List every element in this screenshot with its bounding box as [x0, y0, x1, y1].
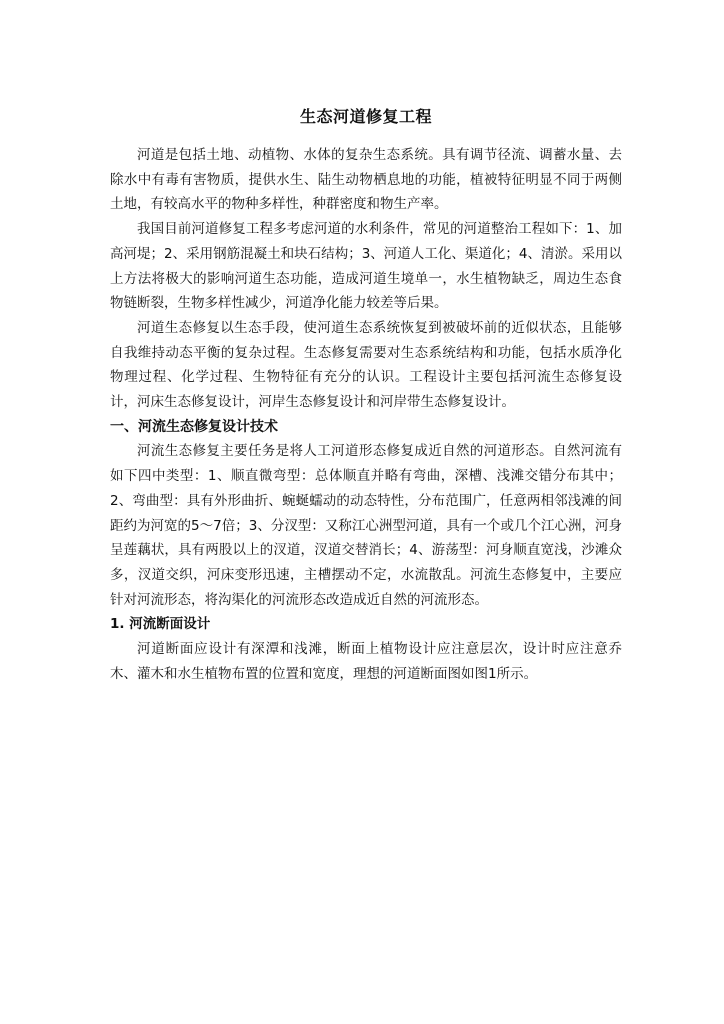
restoration-overview-paragraph: 河道生态修复以生态手段，使河道生态系统恢复到被破坏前的近似状态，且能够自我维持动态平衡的复杂过程。生态修复需要对生态系统结构和功能，包括水质净化物理过程、化学过程、生物特征有充分的认识。工程设计主要包括河流生态修复设计，河床生态修复设计，河岸生态修复设计和河岸带生态修复设计。 [110, 319, 622, 411]
subsection-paragraph: 河道断面应设计有深潭和浅滩，断面上植物设计应注意层次，设计时应注意乔木、灌木和水生植物布置的位置和宽度，理想的河道断面图如图1所示。 [110, 641, 622, 682]
current-practice-paragraph: 我国目前河道修复工程多考虑河道的水利条件，常见的河道整治工程如下：1、加高河堤；2、采用钢筋混凝土和块石结构；3、河道人工化、渠道化；4、清淤。采用以上方法将极大的影响河道生态功能，造成河道生境单一，水生植物缺乏，周边生态食物链断裂，生物多样性减少，河道净化能力较差等后果。 [110, 221, 622, 312]
document-page [110, 103, 622, 686]
intro-paragraph: 河道是包括土地、动植物、水体的复杂生态系统。具有调节径流、调蓄水量、去除水中有毒有害物质，提供水生、陆生动物栖息地的功能，植被特征明显不同于两侧土地，有较高水平的物种多样性，种群密度和物生产率。 [110, 147, 622, 213]
subsection-heading: 1. 河流断面设计 [110, 616, 211, 633]
document-title: 生态河道修复工程 [299, 107, 432, 126]
section-paragraph: 河流生态修复主要任务是将人工河道形态修复成近自然的河道形态。自然河流有如下四中类型：1、顺直微弯型：总体顺直并略有弯曲，深槽、浅滩交错分布其中；2、弯曲型：具有外形曲折、蜿蜒蠕动的动态特性，分布范围广，任意两相邻浅滩的间距约为河宽的5～7倍；3、分汊型：又称江心洲型河道，具有一个或几个江心洲，河身呈莲藕状，具有两股以上的汊道，汊道交替消长；4、游荡型：河身顺直宽浅，沙滩众多，汊道交织，河床变形迅速，主槽摆动不定，水流散乱。河流生态修复中，主要应针对河流形态，将沟渠化的河流形态改造成近自然的河流形态。 [110, 443, 622, 608]
section-heading: 一、河流生态修复设计技术 [110, 418, 278, 435]
